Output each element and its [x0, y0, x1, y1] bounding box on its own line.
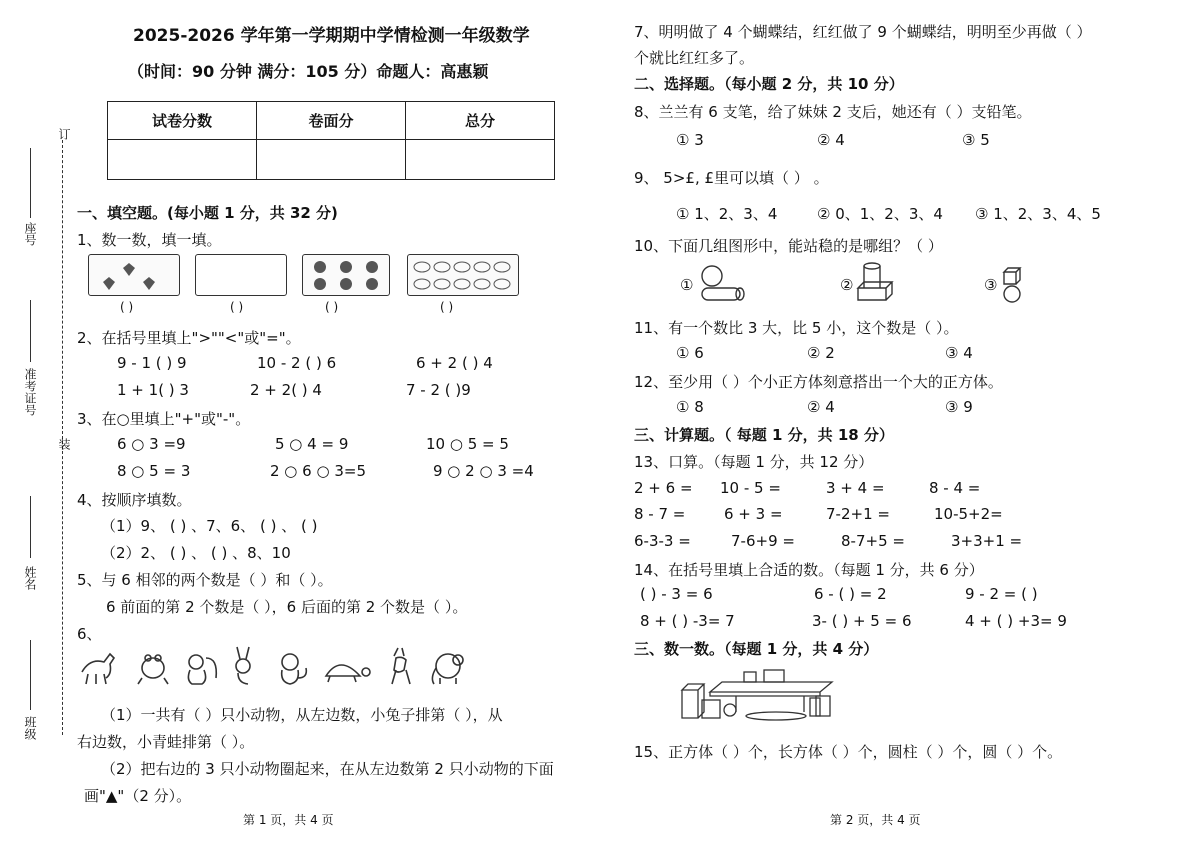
binding-label-ding: 订 [57, 128, 71, 140]
q2-r2-c3[interactable]: 7 - 2 ( )9 [406, 381, 471, 399]
seat-number-line [30, 148, 31, 218]
q3-r2-c1[interactable]: 8 ○ 5 = 3 [117, 462, 191, 480]
score-cell-paper[interactable] [108, 140, 257, 180]
section4-heading: 三、数一数。（每题 1 分，共 4 分） [634, 640, 879, 658]
q1-answer-1[interactable]: ( ) [120, 300, 134, 314]
q4-part2[interactable]: （2）2、 ( ) 、 ( ) 、8、10 [101, 544, 291, 562]
q6-animal-row [78, 646, 478, 688]
q13-r1-c4[interactable]: 8 - 4 = [929, 479, 981, 497]
right-page-footer: 第 2 页，共 4 页 [830, 813, 921, 827]
q7-line1[interactable]: 7、明明做了 4 个蝴蝶结，红红做了 9 个蝴蝶结，明明至少再做（ ） [634, 23, 1092, 41]
q1-box-strawberries [88, 254, 180, 296]
q10-shape-group-1 [698, 264, 748, 304]
page-subtitle: （时间：90 分钟 满分：105 分）命题人：高惠颖 [128, 62, 489, 81]
q8-option-3[interactable]: ③ 5 [962, 131, 990, 149]
section2-heading: 二、选择题。（每小题 2 分，共 10 分） [634, 75, 904, 93]
exam-id-label: 准考证号 [23, 368, 37, 416]
q1-answer-4[interactable]: ( ) [440, 300, 454, 314]
q3-r1-c3[interactable]: 10 ○ 5 = 5 [426, 435, 509, 453]
q13-r3-c1[interactable]: 6-3-3 = [634, 532, 691, 550]
q12-option-1[interactable]: ① 8 [676, 398, 704, 416]
q10-shape-group-3 [1000, 266, 1030, 306]
score-header-neatness: 卷面分 [257, 102, 406, 140]
seat-number-label: 座号 [23, 222, 37, 246]
score-header-total: 总分 [406, 102, 555, 140]
q14-r1-c2[interactable]: 6 - ( ) = 2 [814, 585, 887, 603]
section1-heading: 一、填空题。(每小题 1 分，共 32 分) [77, 204, 338, 222]
name-label: 姓名 [23, 566, 37, 590]
q1-answer-2[interactable]: ( ) [230, 300, 244, 314]
q4-text: 4、按顺序填数。 [77, 491, 192, 509]
q13-r2-c2[interactable]: 6 + 3 = [724, 505, 783, 523]
page-title: 2025-2026 学年第一学期期中学情检测一年级数学 [133, 26, 530, 46]
q3-r2-c3[interactable]: 9 ○ 2 ○ 3 =4 [433, 462, 534, 480]
q13-r3-c3[interactable]: 8-7+5 = [841, 532, 905, 550]
score-cell-total[interactable] [406, 140, 555, 180]
exam-id-line [30, 300, 31, 362]
q9-text[interactable]: 9、 5>£, £里可以填（ ） 。 [634, 169, 829, 187]
score-table [107, 101, 555, 180]
q10-label-3[interactable]: ③ [984, 276, 998, 294]
q5-line1[interactable]: 5、与 6 相邻的两个数是（ ）和（ ）。 [77, 571, 333, 589]
strawberry-icons [89, 255, 179, 295]
q9-option-3[interactable]: ③ 1、2、3、4、5 [975, 205, 1101, 223]
score-cell-neatness[interactable] [257, 140, 406, 180]
q6-part2-line1: （2）把右边的 3 只小动物圈起来，在从左边数第 2 只小动物的下面 [101, 760, 554, 778]
deer-icon [392, 648, 410, 684]
elephant-icon [432, 654, 463, 684]
q13-r1-c2[interactable]: 10 - 5 = [720, 479, 781, 497]
q11-text[interactable]: 11、有一个数比 3 大，比 5 小，这个数是（ ）。 [634, 319, 959, 337]
horse-icon [82, 654, 114, 684]
q9-option-2[interactable]: ② 0、1、2、3、4 [817, 205, 943, 223]
q14-r2-c1[interactable]: 8 + ( ) -3= 7 [640, 612, 735, 630]
q14-r1-c1[interactable]: ( ) - 3 = 6 [640, 585, 713, 603]
q3-r1-c1[interactable]: 6 ○ 3 =9 [117, 435, 186, 453]
q1-box-apples [302, 254, 390, 296]
q11-option-2[interactable]: ② 2 [807, 344, 835, 362]
q12-option-2[interactable]: ② 4 [807, 398, 835, 416]
q10-label-1[interactable]: ① [680, 276, 694, 294]
q1-text: 1、数一数，填一填。 [77, 231, 222, 249]
q7-line2: 个就比红红多了。 [634, 49, 755, 67]
q6-text: 6、 [77, 625, 102, 643]
q14-r1-c3[interactable]: 9 - 2 = ( ) [965, 585, 1038, 603]
q13-r1-c1[interactable]: 2 + 6 = [634, 479, 693, 497]
squirrel-icon [188, 655, 216, 684]
q11-option-1[interactable]: ① 6 [676, 344, 704, 362]
q3-text: 3、在○里填上"+"或"-"。 [77, 410, 251, 428]
q1-box-empty [195, 254, 287, 296]
q2-r1-c1[interactable]: 9 - 1 ( ) 9 [117, 354, 187, 372]
q12-text[interactable]: 12、至少用（ ）个小正方体刻意搭出一个大的正方体。 [634, 373, 1003, 391]
q2-text: 2、在括号里填上">""<"或"="。 [77, 329, 301, 347]
q8-option-1[interactable]: ① 3 [676, 131, 704, 149]
q2-r1-c2[interactable]: 10 - 2 ( ) 6 [257, 354, 337, 372]
q10-text[interactable]: 10、下面几组图形中，能站稳的是哪组？（ ） [634, 237, 943, 255]
q13-r1-c3[interactable]: 3 + 4 = [826, 479, 885, 497]
frog-icon [138, 655, 168, 684]
q1-answer-3[interactable]: ( ) [325, 300, 339, 314]
class-label: 班级 [23, 716, 37, 740]
q13-r3-c2[interactable]: 7-6+9 = [731, 532, 795, 550]
q6-part1-line1[interactable]: （1）一共有（ ）只小动物，从左边数，小兔子排第（ ），从 [101, 706, 503, 724]
turtle-icon [326, 665, 370, 682]
q13-r3-c4[interactable]: 3+3+1 = [951, 532, 1023, 550]
q2-r2-c1[interactable]: 1 + 1( ) 3 [117, 381, 189, 399]
q10-shape-group-2 [856, 262, 896, 304]
q1-box-shells [407, 254, 519, 296]
q11-option-3[interactable]: ③ 4 [945, 344, 973, 362]
apple-icons [303, 255, 389, 295]
q10-label-2[interactable]: ② [840, 276, 854, 294]
q13-r2-c1[interactable]: 8 - 7 = [634, 505, 686, 523]
q2-r2-c2[interactable]: 2 + 2( ) 4 [250, 381, 322, 399]
q3-r2-c2[interactable]: 2 ○ 6 ○ 3=5 [270, 462, 366, 480]
shell-icons [408, 255, 518, 295]
q12-option-3[interactable]: ③ 9 [945, 398, 973, 416]
q5-line2[interactable]: 6 前面的第 2 个数是（ ），6 后面的第 2 个数是（ ）。 [106, 598, 468, 616]
q3-r1-c2[interactable]: 5 ○ 4 = 9 [275, 435, 349, 453]
q14-text: 14、在括号里填上合适的数。（每题 1 分，共 6 分） [634, 561, 984, 579]
q6-part2-line2: 画"▲"（2 分）。 [84, 787, 192, 805]
q15-shape-figure [672, 664, 842, 724]
q13-r2-c4[interactable]: 10-5+2= [934, 505, 1003, 523]
q8-option-2[interactable]: ② 4 [817, 131, 845, 149]
class-line [30, 640, 31, 710]
q6-part1-line2[interactable]: 右边数，小青蛙排第（ ）。 [77, 733, 255, 751]
q4-part1[interactable]: （1）9、 ( ) 、7、6、 ( ) 、 ( ) [101, 517, 318, 535]
q13-text: 13、口算。（每题 1 分，共 12 分） [634, 453, 874, 471]
q15-text[interactable]: 15、正方体（ ）个，长方体（ ）个，圆柱（ ）个，圆（ ）个。 [634, 743, 1063, 761]
q9-option-1[interactable]: ① 1、2、3、4 [676, 205, 778, 223]
rabbit-icon [236, 647, 250, 684]
q8-text[interactable]: 8、兰兰有 6 支笔，给了妹妹 2 支后，她还有（ ）支铅笔。 [634, 103, 1032, 121]
q14-r2-c2[interactable]: 3- ( ) + 5 = 6 [812, 612, 912, 630]
monkey-icon [282, 654, 307, 684]
q14-r2-c3[interactable]: 4 + ( ) +3= 9 [965, 612, 1067, 630]
name-line [30, 496, 31, 558]
binding-label-zhuang: 装 [57, 438, 71, 450]
q13-r2-c3[interactable]: 7-2+1 = [826, 505, 890, 523]
left-page-footer: 第 1 页，共 4 页 [243, 813, 334, 827]
score-header-paper: 试卷分数 [108, 102, 257, 140]
section3-heading: 三、计算题。（ 每题 1 分，共 18 分） [634, 426, 894, 444]
q2-r1-c3[interactable]: 6 + 2 ( ) 4 [416, 354, 493, 372]
